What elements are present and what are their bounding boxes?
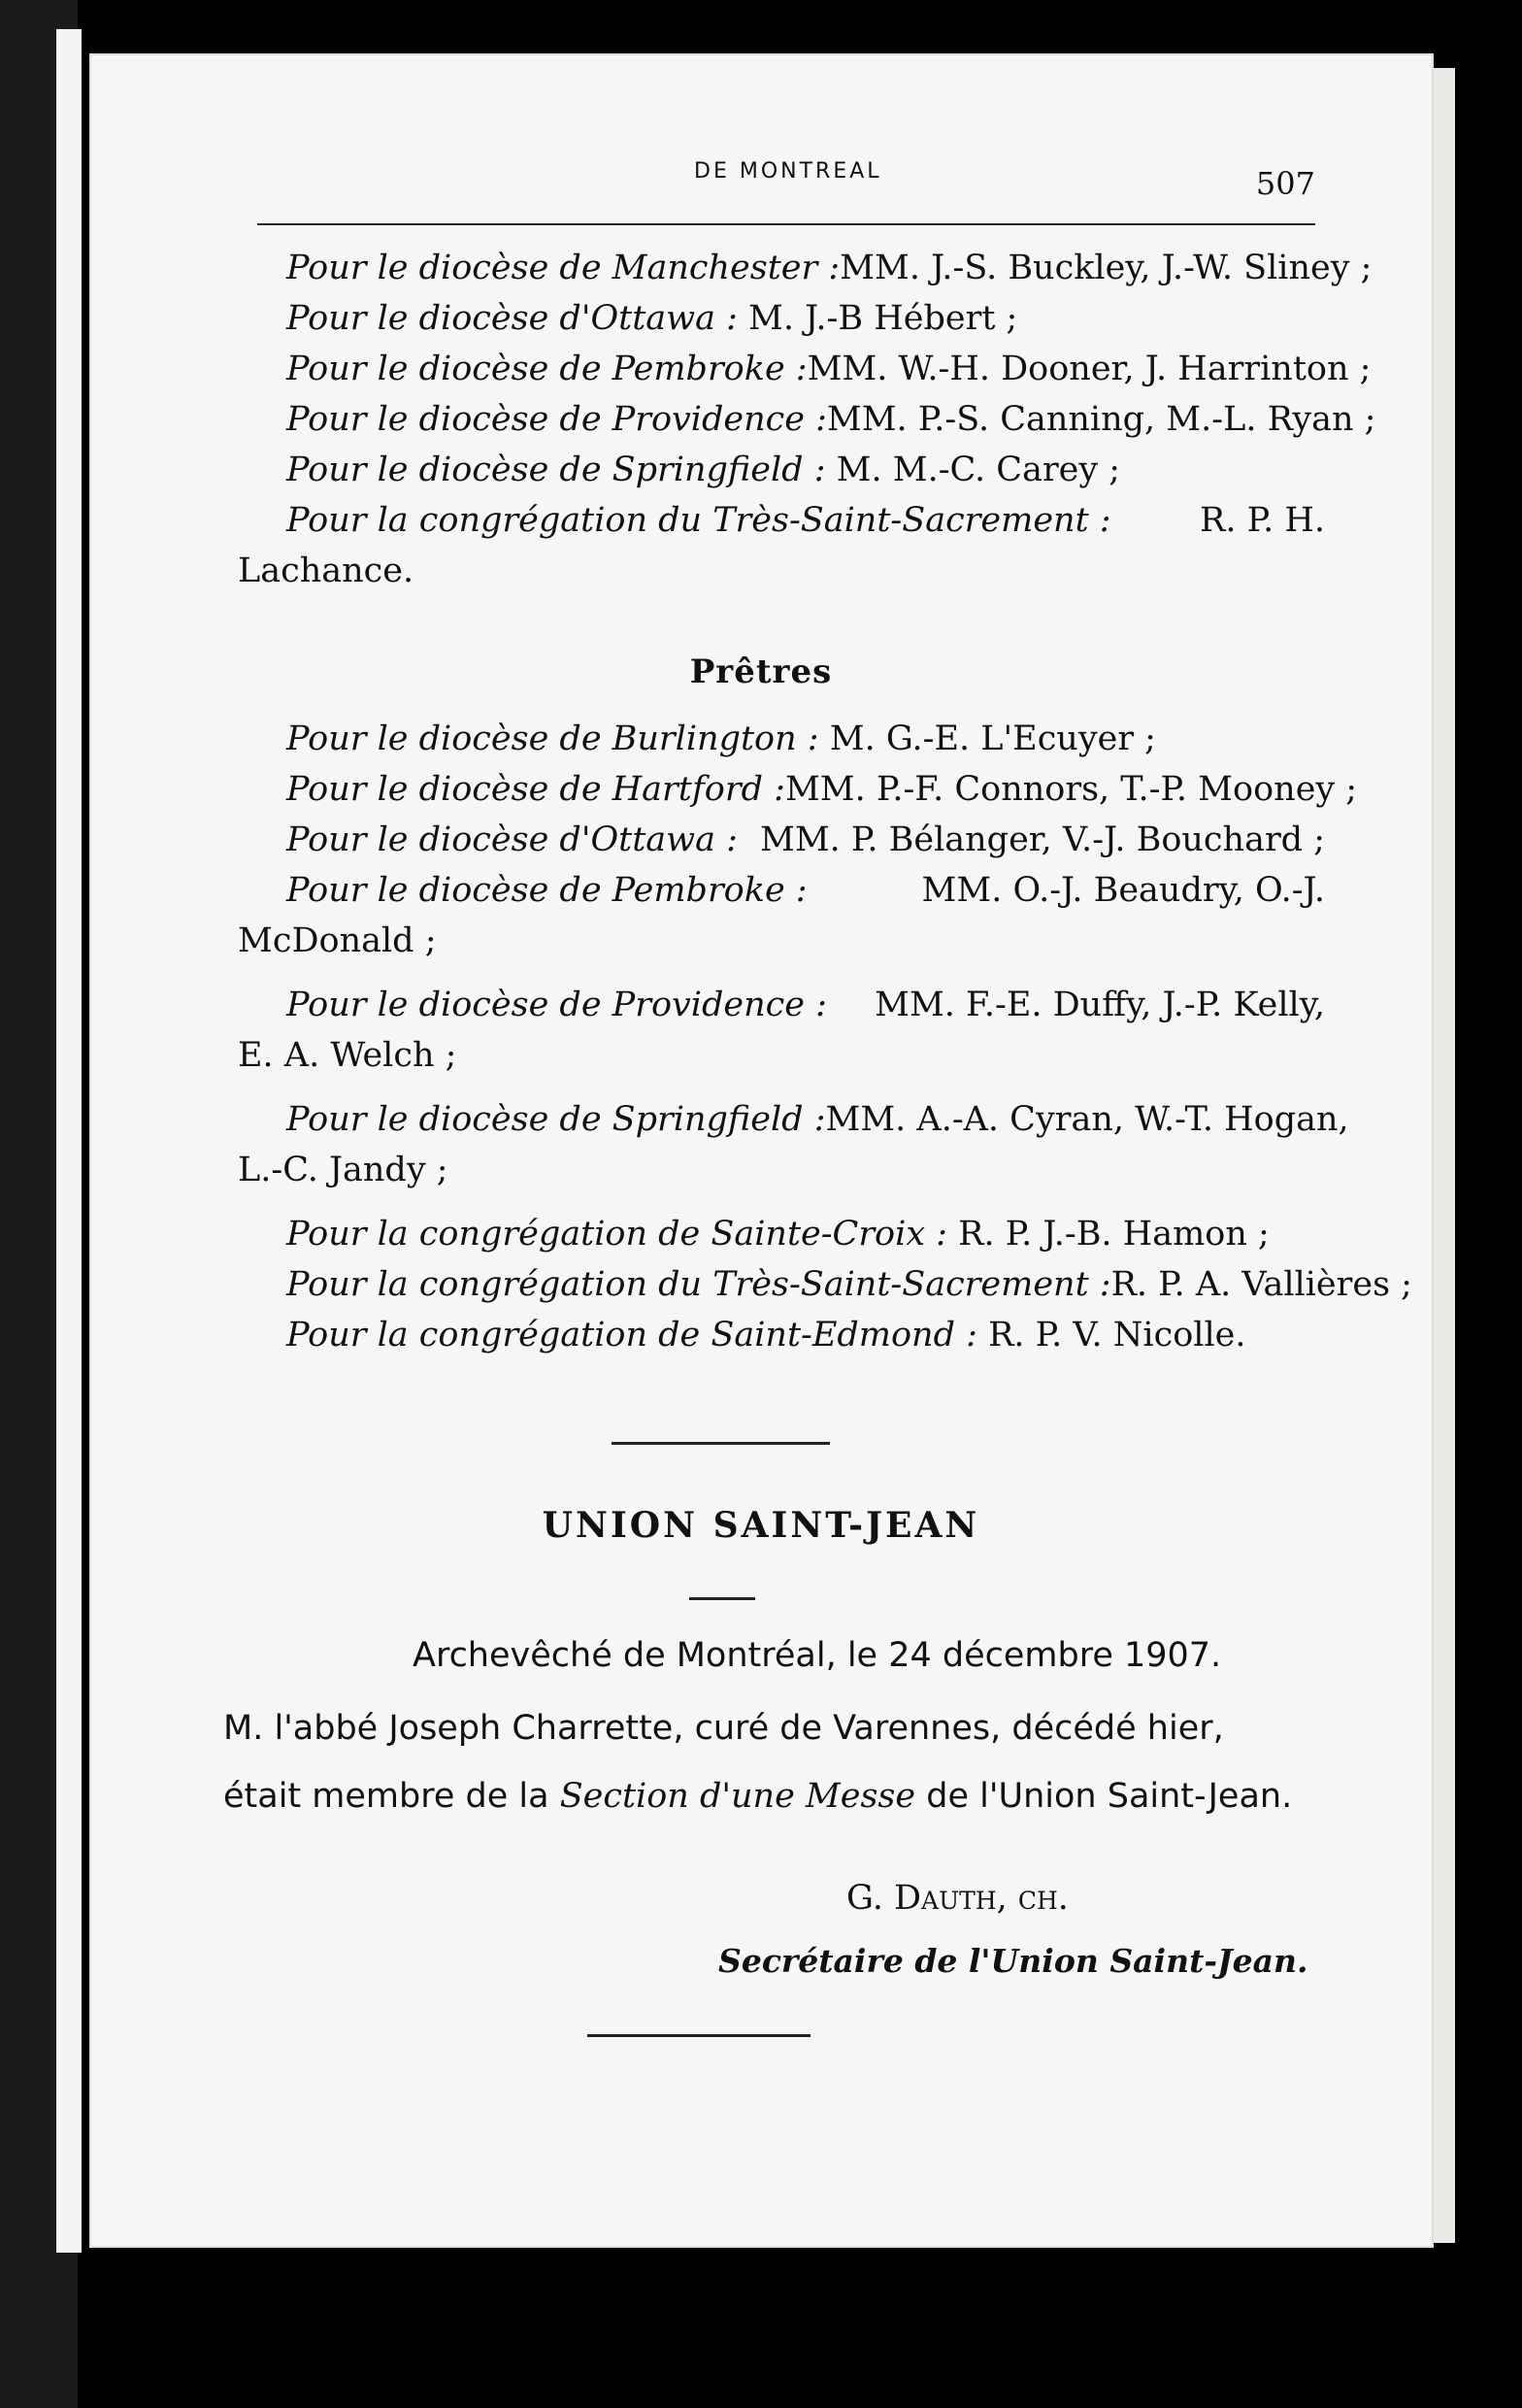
list-item-prefix: Pour le diocèse de Providence : [286, 986, 827, 1024]
list-item-names: M. J.-B Hébert ; [748, 299, 1018, 338]
notice-line-2-italic: Section d'une Messe [559, 1777, 916, 1816]
list-item [238, 1209, 1325, 1259]
list-item-prefix: Pour la congrégation du Très-Saint-Sacrement : [286, 501, 1111, 540]
list-item-continuation: McDonald ; [238, 921, 437, 960]
list-item [238, 714, 1325, 764]
list-item-names: M. M.-C. Carey ; [836, 451, 1121, 489]
notice-signature-title: Secrétaire de l'Union Saint-Jean. [718, 1942, 1308, 1980]
list-item-names: M. G.-E. L'Ecuyer ; [829, 719, 1156, 758]
list-item [238, 445, 1325, 495]
list-item-prefix: Pour le diocèse de Providence : [286, 400, 827, 439]
union-heading: UNION SAINT-JEAN [542, 1505, 980, 1546]
list-item-names: R. P. J.-B. Hamon ; [958, 1215, 1270, 1254]
first-list [238, 243, 1376, 596]
short-divider [689, 1597, 755, 1600]
list-item-prefix: Pour le diocèse de Pembroke : [286, 350, 808, 388]
list-item-prefix: Pour le diocèse d'Ottawa : [286, 820, 738, 859]
running-head: DE MONTREAL [694, 159, 882, 184]
list-item [238, 764, 1358, 815]
closing-divider [587, 2034, 811, 2037]
list-item-continuation: Lachance. [238, 552, 414, 590]
list-item-continuation: E. A. Welch ; [238, 1036, 457, 1075]
list-item-prefix: Pour la congrégation de Sainte-Croix : [286, 1215, 947, 1254]
list-item [238, 1094, 1349, 1145]
page-number: 507 [1255, 165, 1315, 202]
section-divider [612, 1442, 830, 1445]
list-item-names: MM. A.-A. Cyran, W.-T. Hogan, [825, 1100, 1349, 1139]
list-item [238, 980, 1325, 1030]
list-item-names: MM. P.-S. Canning, M.-L. Ryan ; [826, 400, 1376, 439]
list-item-prefix: Pour le diocèse de Springfield : [286, 451, 826, 489]
list-item [238, 394, 1376, 445]
list-item-prefix: Pour le diocèse de Hartford : [286, 770, 785, 809]
list-item-continuation: L.-C. Jandy ; [238, 1151, 448, 1189]
notice-line-2-start: était membre de la [223, 1777, 549, 1816]
page-right-edge [1434, 68, 1455, 2243]
list-item-names: MM. P.-F. Connors, T.-P. Mooney ; [784, 770, 1358, 809]
list-item-names: MM. O.-J. Beaudry, O.-J. [921, 871, 1325, 910]
notice-line-2-end: de l'Union Saint-Jean. [926, 1777, 1293, 1816]
list-item-prefix: Pour la congrégation du Très-Saint-Sacrement : [286, 1265, 1111, 1304]
pretres-heading: Prêtres [689, 652, 833, 691]
list-item [238, 243, 1373, 293]
list-item-names: MM. J.-S. Buckley, J.-W. Sliney ; [840, 249, 1373, 287]
pretres-list [238, 714, 1412, 1360]
notice-signature: G. Dauth, ch. [846, 1879, 1069, 1918]
list-item-names: MM. W.-H. Dooner, J. Harrinton ; [807, 350, 1372, 388]
list-item [238, 293, 1325, 344]
list-item [238, 344, 1372, 394]
facing-page-strip [56, 29, 82, 2253]
notice-dateline: Archevêché de Montréal, le 24 décembre 1907. [413, 1636, 1222, 1675]
notice-line-2 [223, 1777, 1292, 1816]
list-item-names: MM. P. Bélanger, V.-J. Bouchard ; [760, 820, 1325, 859]
list-item-prefix: Pour le diocèse de Pembroke : [286, 871, 808, 910]
list-item [238, 815, 1325, 865]
list-item-names: MM. F.-E. Duffy, J.-P. Kelly, [875, 986, 1325, 1024]
list-item-prefix: Pour la congrégation de Saint-Edmond : [286, 1316, 977, 1354]
list-item [238, 495, 1325, 546]
list-item [238, 865, 1325, 916]
notice-line-1: M. l'abbé Joseph Charrette, curé de Varennes, décédé hier, [223, 1709, 1224, 1748]
list-item [238, 1259, 1412, 1310]
list-item-prefix: Pour le diocèse de Burlington : [286, 719, 819, 758]
list-item-names: R. P. V. Nicolle. [988, 1316, 1246, 1354]
list-item-names: R. P. A. Vallières ; [1110, 1265, 1412, 1304]
page-header [257, 155, 1315, 225]
list-item-names: R. P. H. [1200, 501, 1325, 540]
list-item-prefix: Pour le diocèse d'Ottawa : [286, 299, 738, 338]
list-item-prefix: Pour le diocèse de Manchester : [286, 249, 841, 287]
list-item [238, 1310, 1325, 1360]
list-item-prefix: Pour le diocèse de Springfield : [286, 1100, 826, 1139]
